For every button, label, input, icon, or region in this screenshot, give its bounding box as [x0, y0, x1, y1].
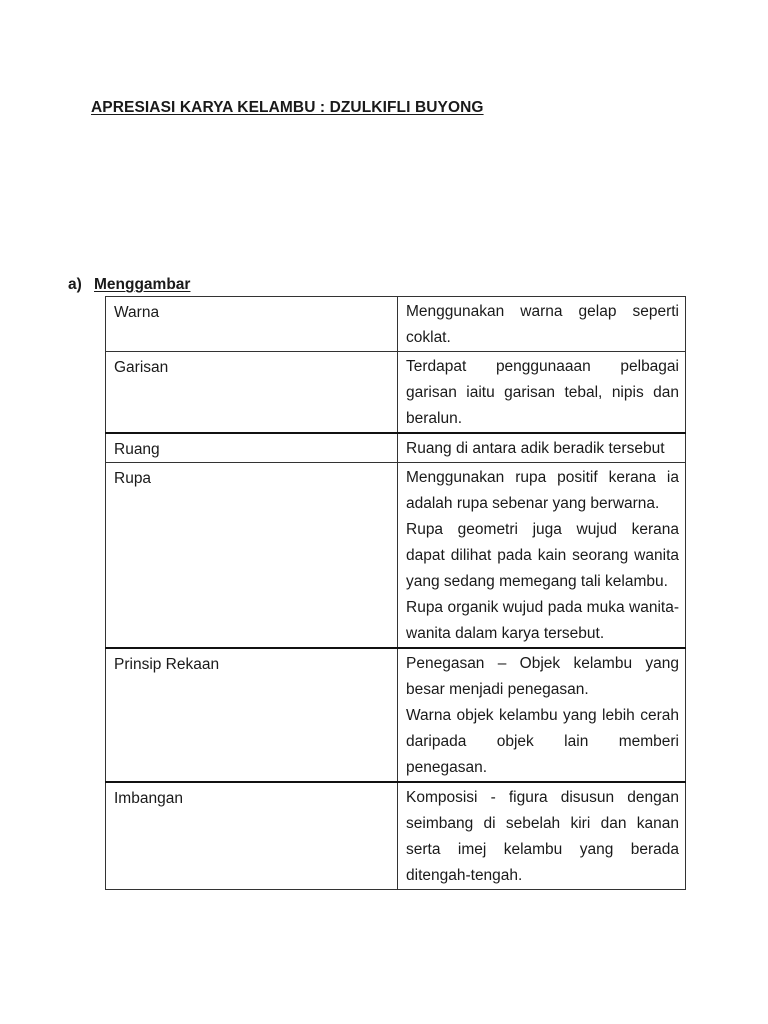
row-label: Warna: [106, 297, 398, 352]
description-paragraph: Ruang di antara adik beradik tersebut: [406, 440, 665, 457]
table-row-imbangan: [106, 782, 686, 890]
row-label: Garisan: [106, 352, 398, 434]
row-description: [398, 463, 686, 649]
description-paragraph: Menggunakan rupa positif kerana ia adalah rupa sebenar yang berwarna.: [406, 469, 679, 512]
row-description: [398, 782, 686, 890]
row-label: Imbangan: [106, 782, 398, 890]
table-row-prinsip-rekaan: [106, 648, 686, 782]
art-appreciation-table: [105, 296, 686, 890]
description-paragraph: Komposisi - figura disusun dengan seimbang di sebelah kiri dan kanan serta imej kelambu yang berada ditengah-tengah.: [406, 789, 679, 884]
table-row-garisan: [106, 352, 686, 434]
row-label: Prinsip Rekaan: [106, 648, 398, 782]
row-description: [398, 297, 686, 352]
description-paragraph: Terdapat penggunaaan pelbagai garisan iaitu garisan tebal, nipis dan beralun.: [406, 358, 679, 427]
table-row-ruang: [106, 433, 686, 463]
description-paragraph: Penegasan – Objek kelambu yang besar menjadi penegasan.: [406, 655, 679, 698]
table-row-rupa: [106, 463, 686, 649]
document-title: APRESIASI KARYA KELAMBU : DZULKIFLI BUYONG: [91, 99, 484, 116]
row-label: Rupa: [106, 463, 398, 649]
description-paragraph: Menggunakan warna gelap seperti coklat.: [406, 303, 679, 346]
description-paragraph: Rupa organik wujud pada muka wanita-wanita dalam karya tersebut.: [406, 599, 679, 642]
section-heading-text: Menggambar: [94, 276, 191, 293]
description-paragraph: Rupa geometri juga wujud kerana dapat dilihat pada kain seorang wanita yang sedang memegang tali kelambu.: [406, 521, 679, 590]
row-description: [398, 648, 686, 782]
row-label: Ruang: [106, 433, 398, 463]
section-marker: a): [68, 276, 82, 293]
section-heading: [68, 276, 190, 294]
description-paragraph: Warna objek kelambu yang lebih cerah daripada objek lain memberi penegasan.: [406, 707, 679, 776]
table-row-warna: [106, 297, 686, 352]
row-description: [398, 433, 686, 463]
row-description: [398, 352, 686, 434]
